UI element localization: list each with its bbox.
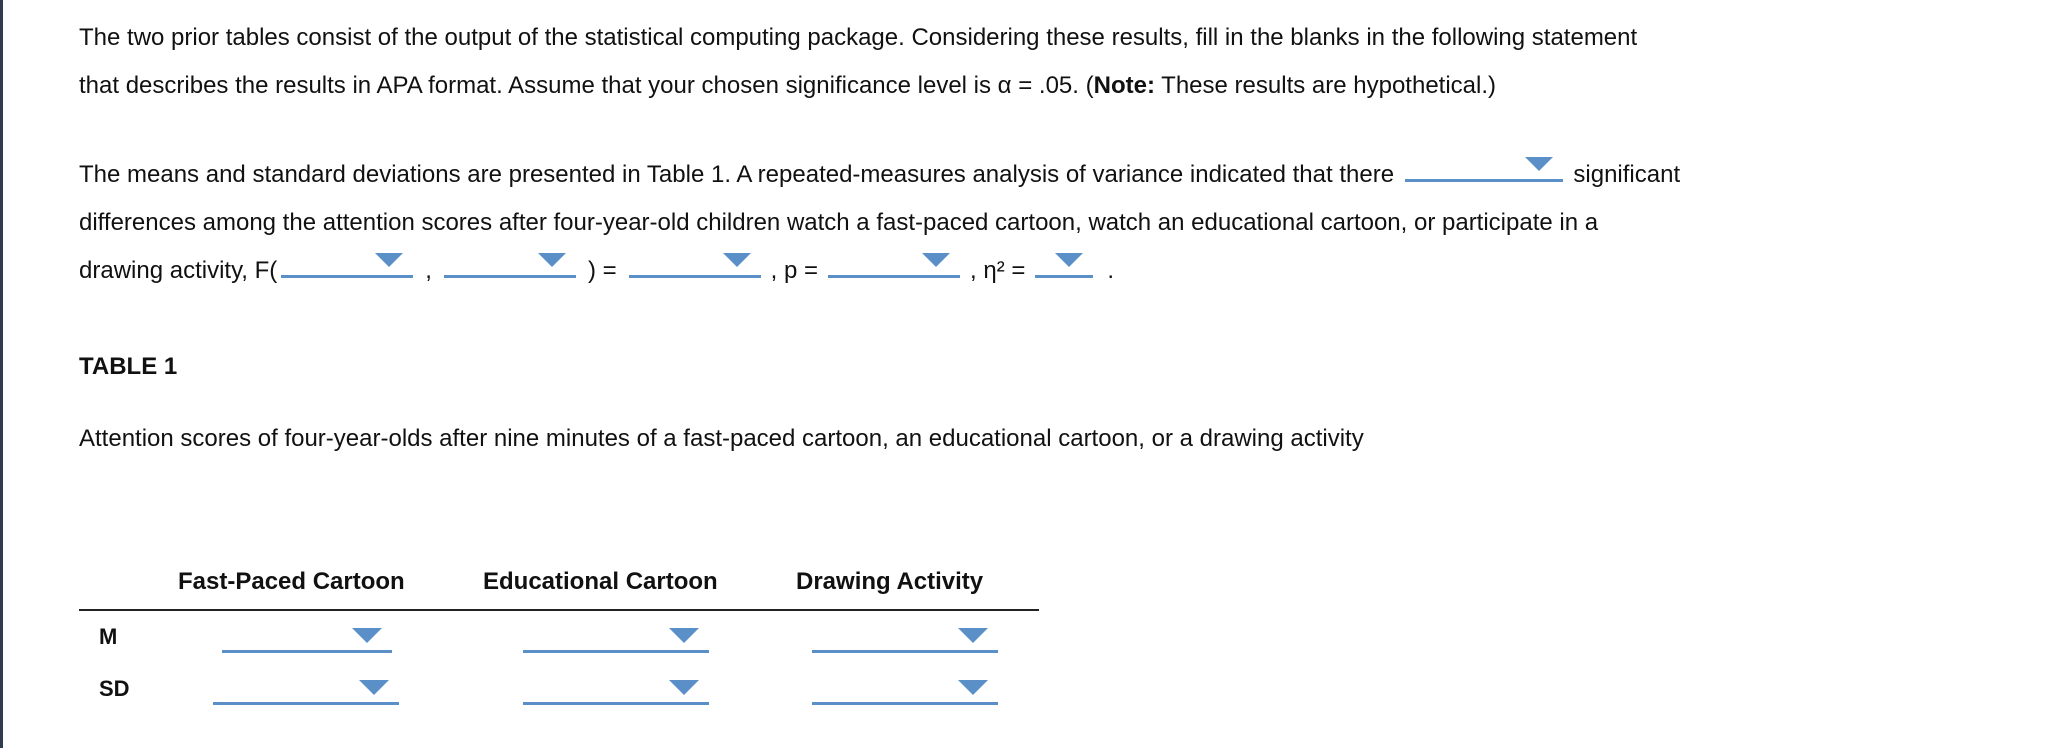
mean-drawing-dropdown[interactable] — [812, 650, 998, 653]
statement-part2: significant — [1566, 161, 1681, 188]
comma-text: , — [425, 257, 432, 284]
triangle-down-icon — [958, 628, 988, 643]
sd-fast-paced-dropdown[interactable] — [213, 702, 399, 705]
mean-educational-dropdown[interactable] — [523, 650, 709, 653]
statement-part3: differences among the attention scores after four-year-old children watch a fast-paced cartoon, watch an educational cartoon, or participate in a — [79, 209, 1599, 236]
triangle-down-icon — [669, 628, 699, 643]
triangle-down-icon — [1525, 157, 1553, 171]
triangle-down-icon — [669, 680, 699, 695]
triangle-down-icon — [723, 253, 751, 267]
table-heading: TABLE 1 — [79, 353, 178, 380]
sd-drawing-dropdown[interactable] — [812, 702, 998, 705]
triangle-down-icon — [359, 680, 389, 695]
statement-part4: drawing activity, F( — [79, 257, 278, 284]
triangle-down-icon — [352, 628, 382, 643]
period-text: . — [1107, 257, 1115, 284]
p-value-dropdown[interactable] — [828, 251, 960, 278]
row-label-mean: M — [99, 624, 118, 649]
p-equals-text: , p = — [770, 257, 819, 284]
header-rule — [79, 609, 1039, 611]
instructions-line2a: that describes the results in APA format. Assume that your chosen significance level is α = .05. ( — [79, 72, 1094, 99]
triangle-down-icon — [538, 253, 566, 267]
eta-equals-text: , η² = — [970, 257, 1026, 284]
eta-squared-dropdown[interactable] — [1035, 251, 1093, 278]
instructions — [79, 14, 1979, 110]
triangle-down-icon — [375, 253, 403, 267]
significance-dropdown[interactable] — [1405, 155, 1563, 182]
row-label-sd: SD — [99, 676, 130, 701]
triangle-down-icon — [1055, 253, 1083, 267]
statement-part1: The means and standard deviations are presented in Table 1. A repeated-measures analysis of variance indicated that there — [79, 161, 1395, 188]
instructions-line2b: These results are hypothetical.) — [1154, 72, 1496, 99]
column-header-educational: Educational Cartoon — [483, 568, 718, 595]
sd-educational-dropdown[interactable] — [523, 702, 709, 705]
left-border — [0, 0, 3, 748]
table-caption: Attention scores of four-year-olds after nine minutes of a fast-paced cartoon, an educational cartoon, or a drawing activity — [79, 425, 1364, 452]
apa-statement — [79, 151, 1979, 295]
f-value-dropdown[interactable] — [629, 251, 761, 278]
triangle-down-icon — [958, 680, 988, 695]
df-numerator-dropdown[interactable] — [281, 251, 413, 278]
column-header-drawing: Drawing Activity — [796, 568, 984, 595]
close-equals-text: ) = — [587, 257, 617, 284]
triangle-down-icon — [922, 253, 950, 267]
df-denominator-dropdown[interactable] — [444, 251, 576, 278]
column-header-fast-paced: Fast-Paced Cartoon — [178, 568, 405, 595]
note-label: Note: — [1093, 72, 1155, 99]
mean-fast-paced-dropdown[interactable] — [222, 650, 392, 653]
instructions-line1: The two prior tables consist of the output of the statistical computing package. Considering these results, fill in the blanks in the following statement — [79, 24, 1638, 51]
